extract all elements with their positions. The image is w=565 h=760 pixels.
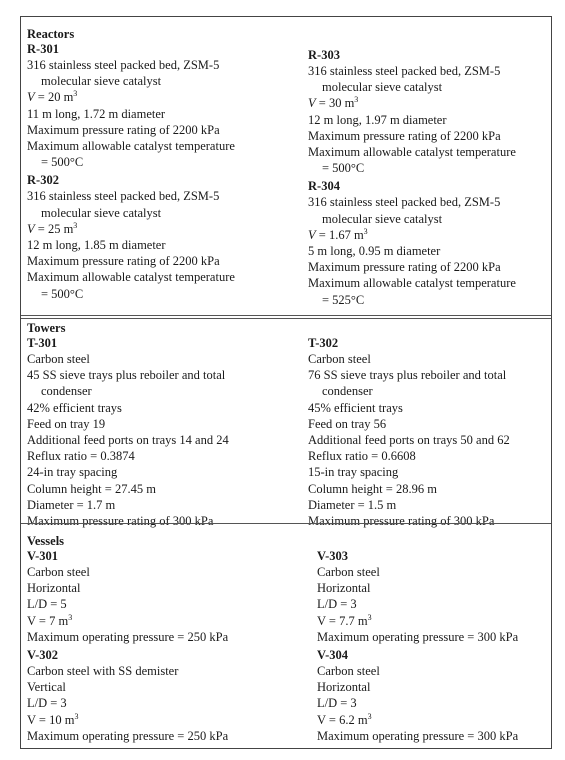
spec-text: Maximum pressure rating of 2200 kPa (308, 260, 501, 275)
spec-line (308, 464, 510, 480)
spec-text: Carbon steel with SS demister (27, 664, 179, 679)
spec-line (27, 253, 235, 269)
spec-line (27, 237, 235, 253)
equipment-v-302 (27, 647, 228, 744)
spec-text: L/D = 3 (317, 696, 357, 711)
spec-text: 76 SS sieve trays plus reboiler and total (308, 368, 507, 383)
spec-line (27, 154, 235, 170)
spec-text: 11 m long, 1.72 m diameter (27, 106, 166, 121)
spec-line (27, 367, 229, 383)
spec-line (308, 367, 510, 383)
spec-text: = 500°C (41, 155, 84, 170)
spec-line (308, 227, 516, 243)
section-title: Reactors (27, 27, 75, 41)
spec-text: 12 m long, 1.97 m diameter (308, 112, 447, 127)
spec-text: 24-in tray spacing (27, 465, 118, 480)
spec-line (317, 580, 518, 596)
spec-line (27, 596, 228, 612)
spec-line (308, 448, 510, 464)
equipment-v-301 (27, 548, 228, 645)
spec-line (27, 481, 229, 497)
spec-text: = 525°C (322, 292, 365, 307)
spec-line (27, 383, 229, 399)
unit-exponent: 3 (73, 89, 78, 99)
spec-text: 316 stainless steel packed bed, ZSM-5 (27, 189, 220, 204)
spec-line (317, 629, 518, 645)
spec-line (27, 580, 228, 596)
equipment-r-301 (27, 41, 235, 170)
section-title: Vessels (27, 534, 65, 548)
equipment-t-301 (27, 335, 229, 529)
spec-text: 316 stainless steel packed bed, ZSM-5 (308, 195, 501, 210)
unit-exponent: 3 (68, 612, 73, 622)
spec-line (308, 128, 516, 144)
column-left (27, 335, 229, 531)
spec-line (27, 351, 229, 367)
spec-line (308, 112, 516, 128)
spec-text: L/D = 3 (27, 696, 67, 711)
spec-line (27, 564, 228, 580)
variable-symbol: V (27, 221, 35, 236)
spec-line (317, 728, 518, 744)
spec-line (308, 497, 510, 513)
spec-text: molecular sieve catalyst (41, 205, 162, 220)
spec-text: Maximum allowable catalyst temperature (27, 139, 235, 154)
section-vessels (21, 524, 551, 750)
section-towers (21, 319, 551, 539)
spec-text: Maximum allowable catalyst temperature (27, 270, 235, 285)
spec-line (317, 564, 518, 580)
spec-line (308, 275, 516, 291)
spec-text: Carbon steel (317, 565, 380, 579)
equipment-id: V-304 (317, 648, 349, 663)
equipment-table (20, 16, 552, 749)
spec-text: Reflux ratio = 0.3874 (27, 449, 135, 464)
spec-text: L/D = 5 (27, 597, 67, 612)
spec-text: 12 m long, 1.85 m diameter (27, 238, 166, 253)
spec-text: 15-in tray spacing (308, 465, 399, 480)
spec-text: Feed on tray 19 (27, 416, 106, 431)
spec-text: 316 stainless steel packed bed, ZSM-5 (308, 64, 501, 78)
spec-line (27, 464, 229, 480)
spec-text: molecular sieve catalyst (41, 74, 162, 89)
spec-text: 5 m long, 0.95 m diameter (308, 244, 441, 259)
spec-text: Column height = 28.96 m (308, 481, 437, 496)
spec-line (27, 188, 235, 204)
equipment-v-304 (317, 647, 518, 744)
equipment-id: V-302 (27, 648, 59, 663)
spec-text: Maximum pressure rating of 300 kPa (27, 514, 214, 529)
spec-text: Horizontal (317, 581, 371, 596)
spec-text: Additional feed ports on trays 50 and 62 (308, 433, 510, 448)
spec-text: Carbon steel (27, 565, 90, 579)
spec-text: V = 7 m (27, 613, 69, 628)
spec-text: = 500°C (322, 161, 365, 176)
variable-symbol: V (27, 90, 35, 105)
spec-text: Column height = 27.45 m (27, 481, 156, 496)
unit-exponent: 3 (74, 711, 79, 721)
spec-line (27, 73, 235, 89)
equipment-id: T-301 (27, 336, 58, 350)
unit-exponent: 3 (354, 95, 359, 105)
spec-text: Maximum operating pressure = 300 kPa (317, 728, 519, 743)
spec-line (308, 79, 516, 95)
equipment-id: T-302 (308, 336, 339, 350)
spec-text: Horizontal (27, 581, 81, 596)
spec-line (27, 613, 228, 629)
spec-text: Maximum pressure rating of 300 kPa (308, 514, 495, 529)
spec-text: Carbon steel (317, 664, 380, 679)
spec-text: = 25 m (34, 221, 74, 236)
variable-symbol: V (308, 96, 316, 111)
spec-line (27, 205, 235, 221)
equipment-r-304 (308, 178, 516, 307)
spec-text: Diameter = 1.5 m (308, 497, 397, 512)
spec-line (308, 144, 516, 160)
spec-text: condenser (322, 384, 373, 399)
spec-line (308, 432, 510, 448)
spec-text: 316 stainless steel packed bed, ZSM-5 (27, 58, 220, 72)
spec-line (317, 663, 518, 679)
spec-text: Maximum pressure rating of 2200 kPa (27, 122, 220, 137)
spec-text: = 20 m (34, 90, 74, 105)
spec-line (308, 400, 510, 416)
unit-exponent: 3 (367, 711, 372, 721)
spec-text: Feed on tray 56 (308, 416, 387, 431)
spec-line (27, 400, 229, 416)
spec-line (27, 106, 235, 122)
spec-text: 42% efficient trays (27, 400, 122, 415)
equipment-id: R-303 (308, 48, 340, 62)
spec-text: Diameter = 1.7 m (27, 497, 116, 512)
spec-line (27, 679, 228, 695)
spec-text: Maximum operating pressure = 300 kPa (317, 629, 519, 644)
spec-line (27, 89, 235, 105)
spec-text: molecular sieve catalyst (322, 211, 443, 226)
equipment-id: R-302 (27, 173, 59, 188)
equipment-id: R-304 (308, 179, 340, 194)
spec-line (27, 286, 235, 302)
spec-text: L/D = 3 (317, 597, 357, 612)
spec-line (27, 712, 228, 728)
equipment-v-303 (317, 548, 518, 645)
spec-text: Additional feed ports on trays 14 and 24 (27, 433, 229, 448)
spec-line (317, 613, 518, 629)
spec-line (308, 383, 510, 399)
column-left (27, 548, 228, 746)
spec-text: V = 10 m (27, 712, 75, 727)
spec-line (308, 243, 516, 259)
spec-text: = 1.67 m (315, 227, 364, 242)
equipment-t-302 (308, 335, 510, 529)
spec-line (308, 211, 516, 227)
spec-line (27, 497, 229, 513)
spec-line (27, 269, 235, 285)
spec-text: = 500°C (41, 286, 84, 301)
spec-text: Horizontal (317, 680, 371, 695)
spec-line (27, 416, 229, 432)
spec-text: Carbon steel (308, 352, 371, 366)
spec-line (27, 138, 235, 154)
equipment-id: V-301 (27, 549, 59, 563)
spec-line (27, 122, 235, 138)
spec-line (27, 57, 235, 73)
equipment-r-303 (308, 47, 516, 176)
spec-line (27, 221, 235, 237)
spec-line (317, 695, 518, 711)
spec-line (308, 95, 516, 111)
spec-text: Maximum pressure rating of 2200 kPa (27, 254, 220, 269)
equipment-id: V-303 (317, 549, 349, 563)
column-right (308, 335, 510, 531)
spec-line (308, 63, 516, 79)
column-right (308, 47, 516, 310)
spec-text: Maximum operating pressure = 250 kPa (27, 629, 229, 644)
spec-line (308, 292, 516, 308)
column-right (317, 548, 518, 746)
spec-text: 45 SS sieve trays plus reboiler and total (27, 368, 226, 383)
section-title: Towers (27, 321, 66, 335)
spec-line (27, 629, 228, 645)
spec-text: Maximum pressure rating of 2200 kPa (308, 128, 501, 143)
spec-line (308, 160, 516, 176)
unit-exponent: 3 (363, 226, 368, 236)
spec-text: = 30 m (315, 96, 355, 111)
equipment-id: R-301 (27, 42, 59, 56)
spec-text: molecular sieve catalyst (322, 80, 443, 95)
spec-text: 45% efficient trays (308, 400, 403, 415)
spec-text: V = 7.7 m (317, 613, 368, 628)
spec-line (308, 194, 516, 210)
spec-line (308, 416, 510, 432)
unit-exponent: 3 (367, 612, 372, 622)
spec-line (27, 728, 228, 744)
equipment-r-302 (27, 172, 235, 301)
spec-line (308, 351, 510, 367)
spec-text: condenser (41, 384, 92, 399)
spec-line (27, 448, 229, 464)
spec-text: Vertical (27, 680, 66, 695)
unit-exponent: 3 (73, 220, 78, 230)
section-reactors (21, 17, 551, 314)
spec-line (308, 481, 510, 497)
spec-line (27, 695, 228, 711)
spec-line (317, 712, 518, 728)
spec-text: Reflux ratio = 0.6608 (308, 449, 416, 464)
spec-text: Maximum allowable catalyst temperature (308, 145, 516, 160)
spec-line (317, 596, 518, 612)
spec-line (317, 679, 518, 695)
spec-line (27, 432, 229, 448)
spec-text: Maximum operating pressure = 250 kPa (27, 728, 229, 743)
variable-symbol: V (308, 227, 316, 242)
spec-line (308, 259, 516, 275)
spec-line (27, 663, 228, 679)
column-left (27, 41, 235, 304)
spec-text: Maximum allowable catalyst temperature (308, 276, 516, 291)
spec-text: V = 6.2 m (317, 712, 368, 727)
spec-text: Carbon steel (27, 352, 90, 366)
